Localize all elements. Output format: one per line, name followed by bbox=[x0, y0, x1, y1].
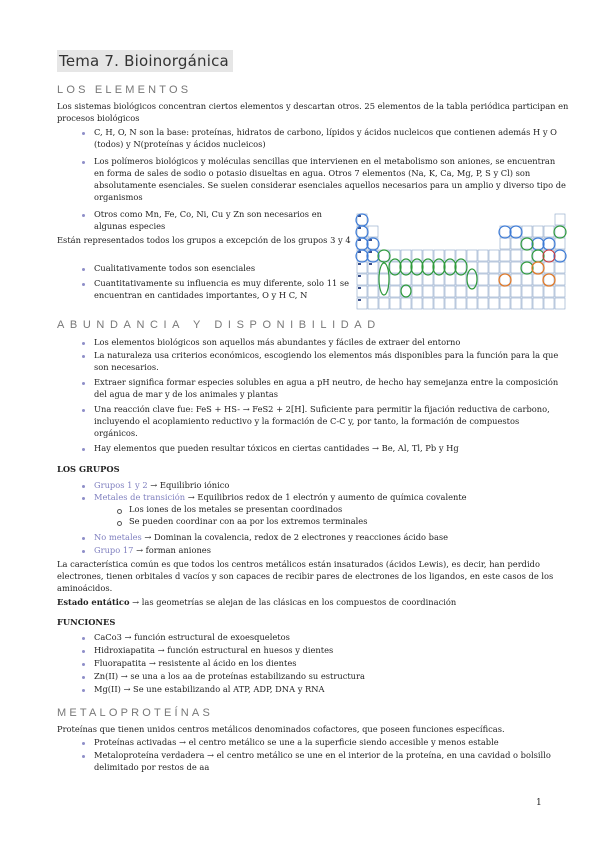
bullet-dot bbox=[82, 550, 85, 553]
groups-line: Están representados todos los grupos a excepción de los grupos 3 y 4 bbox=[57, 235, 351, 245]
elementos-bullet-4: Cualitativamente todos son esenciales bbox=[94, 263, 256, 273]
abundancia-bullet-2-line-1: La naturaleza usa criterios económicos, escogiendo los elementos más disponibles para la función para la que bbox=[94, 350, 559, 360]
elementos-bullet-2-line-2: en forma de sales de sodio o potasio disueltas en agua. Otros 7 elementos (Na, K, Ca, Mg, P, S y Cl) son bbox=[94, 168, 531, 178]
elementos-bullet-5-line-2: encuentran en cantidades importantes, O y H C, N bbox=[94, 290, 308, 300]
section-heading-elementos: LOS ELEMENTOS bbox=[57, 84, 192, 96]
elementos-bullet-2-line-1: Los polímeros biológicos y moléculas sencillas que intervienen en el metabolismo son aniones, se encuentran bbox=[94, 156, 556, 166]
metales-sub-1: Los iones de los metales se presentan coordinados bbox=[129, 504, 343, 514]
bullet-dot bbox=[82, 283, 85, 286]
grupos-item-4 bbox=[94, 545, 211, 557]
elementos-bullet-1-line-2: (todos) y N(proteínas y ácidos nucleicos) bbox=[94, 139, 266, 149]
bullet-dot bbox=[82, 485, 85, 488]
funciones-item-4: Zn(II) → se una a los aa de proteínas estabilizando su estructura bbox=[94, 671, 365, 681]
metaloproteinas-intro: Proteínas que tienen unidos centros metálicos denominados cofactores, que poseen funciones específicas. bbox=[57, 724, 505, 734]
elementos-bullet-3-line-2: algunas especies bbox=[94, 221, 166, 231]
section-heading-abundancia: ABUNDANCIA Y DISPONIBILIDAD bbox=[57, 319, 381, 331]
elementos-bullet-2-line-3: absolutamente esenciales. Se suelen considerar esenciales aquellos necesarios para un amplio y diverso tipo de bbox=[94, 180, 566, 190]
bullet-dot bbox=[82, 497, 85, 500]
bullet-dot bbox=[82, 663, 85, 666]
bullet-dot bbox=[82, 637, 85, 640]
grupos-paragraph-line-2: electrones, tienen orbitales d vacíos y son capaces de recibir pares de electrones de los ligandos, en este casos de los bbox=[57, 571, 554, 581]
bullet-dot bbox=[82, 650, 85, 653]
funciones-item-2: Hidroxiapatita → función estructural en huesos y dientes bbox=[94, 645, 334, 655]
periodic-table-image bbox=[355, 212, 567, 315]
grupos-1-2-label: Grupos 1 y 2 bbox=[94, 480, 148, 490]
no-metales-label: No metales bbox=[94, 532, 142, 542]
bullet-dot bbox=[82, 161, 85, 164]
estado-entatico-label: Estado entático bbox=[57, 597, 130, 607]
grupos-item-3 bbox=[94, 532, 448, 544]
abundancia-bullet-4-line-1: Una reacción clave fue: FeS + HS- → FeS2 + 2[H]. Suficiente para permitir la fijación reductiva de carbono, bbox=[94, 404, 550, 414]
metaloproteinas-bullet-2-line-2: delimitado por restos de aa bbox=[94, 762, 210, 772]
grupos-item-1 bbox=[94, 480, 229, 492]
grupo-17-label: Grupo 17 bbox=[94, 545, 134, 555]
funciones-heading: FUNCIONES bbox=[57, 617, 116, 627]
estado-entatico-line bbox=[57, 597, 456, 609]
funciones-item-1: CaCo3 → función estructural de exoesqueletos bbox=[94, 632, 290, 642]
bullet-dot bbox=[82, 676, 85, 679]
sub-bullet-circle bbox=[117, 521, 122, 526]
grupos-item-2 bbox=[94, 492, 467, 504]
abundancia-bullet-4-line-2: incluyendo el acoplamiento reductivo y la formación de C-C y, por tanto, la formación de compuestos bbox=[94, 416, 520, 426]
bullet-dot bbox=[82, 342, 85, 345]
grupos-paragraph-line-3: aminoácidos. bbox=[57, 583, 113, 593]
estado-entatico-text: → las geometrías se alejan de las clásicas en los compuestos de coordinación bbox=[129, 597, 457, 607]
abundancia-bullet-4-line-3: orgánicos. bbox=[94, 428, 138, 438]
bullet-dot bbox=[82, 214, 85, 217]
bullet-dot bbox=[82, 689, 85, 692]
sub-bullet-circle bbox=[117, 509, 122, 514]
abundancia-bullet-1: Los elementos biológicos son aquellos más abundantes y fáciles de extraer del entorno bbox=[94, 337, 461, 347]
metales-transicion-label: Metales de transición bbox=[94, 492, 186, 502]
elementos-bullet-2-line-4: organismos bbox=[94, 192, 143, 202]
bullet-dot bbox=[82, 409, 85, 412]
metaloproteinas-bullet-1: Proteínas activadas → el centro metálico se une a la superficie siendo accesible y menos estable bbox=[94, 737, 499, 747]
elementos-bullet-5-line-1: Cuantitativamente su influencia es muy diferente, solo 11 se bbox=[94, 278, 350, 288]
grupos-1-2-text: → Equilibrio iónico bbox=[147, 480, 230, 490]
abundancia-bullet-2-line-2: son necesarios. bbox=[94, 362, 159, 372]
metales-sub-2: Se pueden coordinar con aa por los extremos terminales bbox=[129, 516, 368, 526]
grupo-17-text: → forman aniones bbox=[133, 545, 211, 555]
abundancia-bullet-5: Hay elementos que pueden resultar tóxicos en ciertas cantidades → Be, Al, Tl, Pb y Hg bbox=[94, 443, 459, 453]
elementos-bullet-3-line-1: Otros como Mn, Fe, Co, Ni, Cu y Zn son necesarios en bbox=[94, 209, 322, 219]
section-heading-metaloproteinas: METALOPROTEÍNAS bbox=[57, 707, 213, 719]
metales-transicion-text: → Equilibrios redox de 1 electrón y aumento de química covalente bbox=[185, 492, 467, 502]
intro-line-1: Los sistemas biológicos concentran ciertos elementos y descartan otros. 25 elementos de la tabla periódica participan en bbox=[57, 101, 569, 111]
grupos-paragraph-line-1: La característica común es que todos los centros metálicos están insaturados (ácidos Lewis), es decir, han perdido bbox=[57, 559, 540, 569]
funciones-item-5: Mg(II) → Se une estabilizando al ATP, ADP, DNA y RNA bbox=[94, 684, 325, 694]
no-metales-text: → Dominan la covalencia, redox de 2 electrones y reacciones ácido base bbox=[141, 532, 449, 542]
grupos-heading: LOS GRUPOS bbox=[57, 464, 120, 474]
bullet-dot bbox=[82, 355, 85, 358]
elementos-bullet-1-line-1: C, H, O, N son la base: proteínas, hidratos de carbono, lípidos y ácidos nucleicos que contienen además H y O bbox=[94, 127, 557, 137]
intro-line-2: procesos biológicos bbox=[57, 113, 140, 123]
bullet-dot bbox=[82, 742, 85, 745]
bullet-dot bbox=[82, 537, 85, 540]
bullet-dot bbox=[82, 382, 85, 385]
page-title: Tema 7. Bioinorgánica bbox=[59, 52, 229, 70]
metaloproteinas-bullet-2-line-1: Metaloproteína verdadera → el centro metálico se une en el interior de la proteína, en una cavidad o bolsillo bbox=[94, 750, 551, 760]
abundancia-bullet-3-line-1: Extraer significa formar especies solubles en agua a pH neutro, de hecho hay semejanza entre la composición bbox=[94, 377, 559, 387]
title-highlight bbox=[57, 50, 233, 72]
bullet-dot bbox=[82, 132, 85, 135]
funciones-item-3: Fluorapatita → resistente al ácido en los dientes bbox=[94, 658, 297, 668]
bullet-dot bbox=[82, 755, 85, 758]
bullet-dot bbox=[82, 268, 85, 271]
abundancia-bullet-3-line-2: del agua de mar y de los animales y plantas bbox=[94, 389, 279, 399]
bullet-dot bbox=[82, 448, 85, 451]
page-number: 1 bbox=[536, 798, 542, 808]
